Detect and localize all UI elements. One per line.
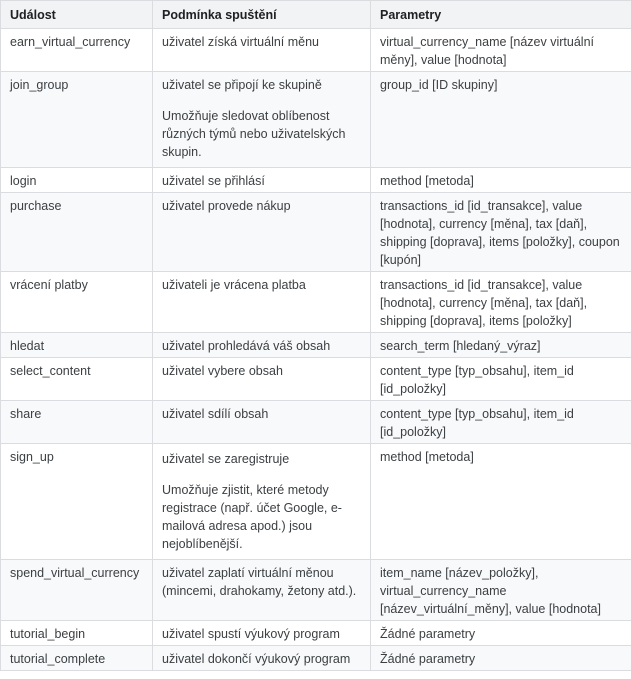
condition-text: uživatel zaplatí virtuální měnou (mincemi, drahokamy, žetony atd.). — [162, 566, 357, 598]
event-name: tutorial_complete — [1, 646, 153, 671]
trigger-condition — [153, 621, 371, 646]
event-params: content_type [typ_obsahu], item_id [id_položky] — [371, 358, 631, 401]
table-row — [1, 29, 631, 72]
condition-text: uživatel se zaregistruje — [162, 452, 290, 466]
event-params: Žádné parametry — [371, 621, 631, 646]
trigger-condition — [153, 168, 371, 193]
header-event: Událost — [1, 1, 153, 29]
event-params: search_term [hledaný_výraz] — [371, 333, 631, 358]
table-row — [1, 272, 631, 333]
condition-note: Umožňuje zjistit, které metody registrace (např. účet Google, e-mailová adresa apod.) jsou nejoblíbenější. — [162, 483, 342, 551]
event-name: share — [1, 401, 153, 444]
table-row — [1, 401, 631, 444]
condition-text: uživatel spustí výukový program — [162, 627, 340, 641]
event-name: earn_virtual_currency — [1, 29, 153, 72]
condition-text: uživateli je vrácena platba — [162, 278, 306, 292]
trigger-condition — [153, 72, 371, 168]
condition-text: uživatel získá virtuální měnu — [162, 35, 320, 49]
header-params: Parametry — [371, 1, 631, 29]
event-params: transactions_id [id_transakce], value [hodnota], currency [měna], tax [daň], shipping [doprava], items [položky], coupon [kupón] — [371, 193, 631, 272]
table-row — [1, 72, 631, 168]
table-row — [1, 333, 631, 358]
event-params: virtual_currency_name [název virtuální měny], value [hodnota] — [371, 29, 631, 72]
trigger-condition — [153, 333, 371, 358]
trigger-condition — [153, 646, 371, 671]
event-params: item_name [název_položky], virtual_currency_name [název_virtuální_měny], value [hodnota] — [371, 560, 631, 621]
trigger-condition — [153, 444, 371, 560]
condition-text: uživatel vybere obsah — [162, 364, 283, 378]
condition-text: uživatel sdílí obsah — [162, 407, 269, 421]
table-row — [1, 444, 631, 560]
table-row — [1, 646, 631, 671]
event-name: tutorial_begin — [1, 621, 153, 646]
condition-text: uživatel se připojí ke skupině — [162, 78, 322, 92]
event-name: purchase — [1, 193, 153, 272]
event-params: group_id [ID skupiny] — [371, 72, 631, 168]
event-name: sign_up — [1, 444, 153, 560]
trigger-condition — [153, 193, 371, 272]
table-row — [1, 168, 631, 193]
event-name: login — [1, 168, 153, 193]
table-row — [1, 560, 631, 621]
event-name: vrácení platby — [1, 272, 153, 333]
trigger-condition — [153, 358, 371, 401]
event-params: Žádné parametry — [371, 646, 631, 671]
condition-text: uživatel prohledává váš obsah — [162, 339, 331, 353]
condition-text: uživatel se přihlásí — [162, 174, 265, 188]
table-row — [1, 193, 631, 272]
header-condition: Podmínka spuštění — [153, 1, 371, 29]
trigger-condition — [153, 401, 371, 444]
condition-text: uživatel dokončí výukový program — [162, 652, 351, 666]
event-params: content_type [typ_obsahu], item_id [id_položky] — [371, 401, 631, 444]
event-name: join_group — [1, 72, 153, 168]
condition-note: Umožňuje sledovat oblíbenost různých týmů nebo uživatelských skupin. — [162, 109, 346, 159]
event-name: spend_virtual_currency — [1, 560, 153, 621]
event-name: select_content — [1, 358, 153, 401]
table-header-row — [1, 1, 631, 29]
table-row — [1, 621, 631, 646]
event-params: transactions_id [id_transakce], value [hodnota], currency [měna], tax [daň], shipping [doprava], items [položky] — [371, 272, 631, 333]
trigger-condition — [153, 29, 371, 72]
event-params: method [metoda] — [371, 444, 631, 560]
event-name: hledat — [1, 333, 153, 358]
trigger-condition — [153, 560, 371, 621]
event-params: method [metoda] — [371, 168, 631, 193]
condition-text: uživatel provede nákup — [162, 199, 291, 213]
trigger-condition — [153, 272, 371, 333]
table-row — [1, 358, 631, 401]
